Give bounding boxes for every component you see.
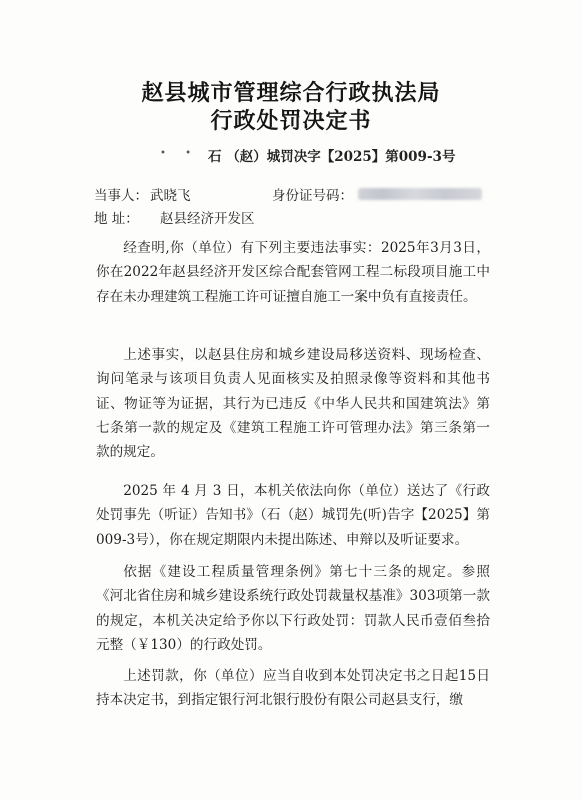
- id-number-label: 身份证号码：: [272, 188, 353, 204]
- address-label: 地 址：: [94, 211, 139, 227]
- document-title-agency: 赵县城市管理综合行政执法局: [141, 81, 441, 106]
- party-label: 当事人：: [94, 188, 148, 204]
- scan-marks: • •: [160, 148, 199, 159]
- document-title-type: 行政处罚决定书: [210, 109, 372, 134]
- paragraph-notice: 2025 年 4 月 3 日，本机关依法向你（单位）送达了《行政处罚事先（听证）告知书》（石（赵）城罚先(听)告字【2025】第009-3号），你在规定期限内未提出陈述、申辩以及听证要求。: [96, 483, 490, 548]
- paragraph-decision: 依据《建设工程质量管理条例》第七十三条的规定。参照《河北省住房和城乡建设系统行政处罚裁量权基准》303项第一款的规定，本机关决定给予你以下行政处罚：罚款人民币壹佰叁拾元整（￥130）的行政处罚。: [96, 564, 490, 653]
- id-number-redacted: [358, 188, 482, 200]
- paragraph-evidence: 上述事实，以赵县住房和城乡建设局移送资料、现场检查、询问笔录与该项目负责人见面核实及拍照录像等资料和其他书证、物证等为证据，其行为已违反《中华人民共和国建筑法》第七条第一款的规定及《建筑工程施工许可管理办法》第三条第一款的规定。: [96, 347, 490, 461]
- party-name: 武晓飞: [150, 188, 191, 204]
- address-value: 赵县经济开发区: [160, 211, 255, 227]
- paragraph-payment: 上述罚款，你（单位）应当自收到本处罚决定书之日起15日持本决定书，到指定银行河北银行股份有限公司赵县支行，缴: [96, 668, 490, 709]
- document-number: 石 （赵）城罚决字【2025】第009-3号: [208, 149, 456, 165]
- paragraph-facts: 经查明,你（单位）有下列主要违法事实：2025年3月3日，你在2022年赵县经济开发区综合配套管网工程二标段项目施工中存在未办理建筑工程施工许可证擅自施工一案中负有直接责任。: [96, 240, 490, 305]
